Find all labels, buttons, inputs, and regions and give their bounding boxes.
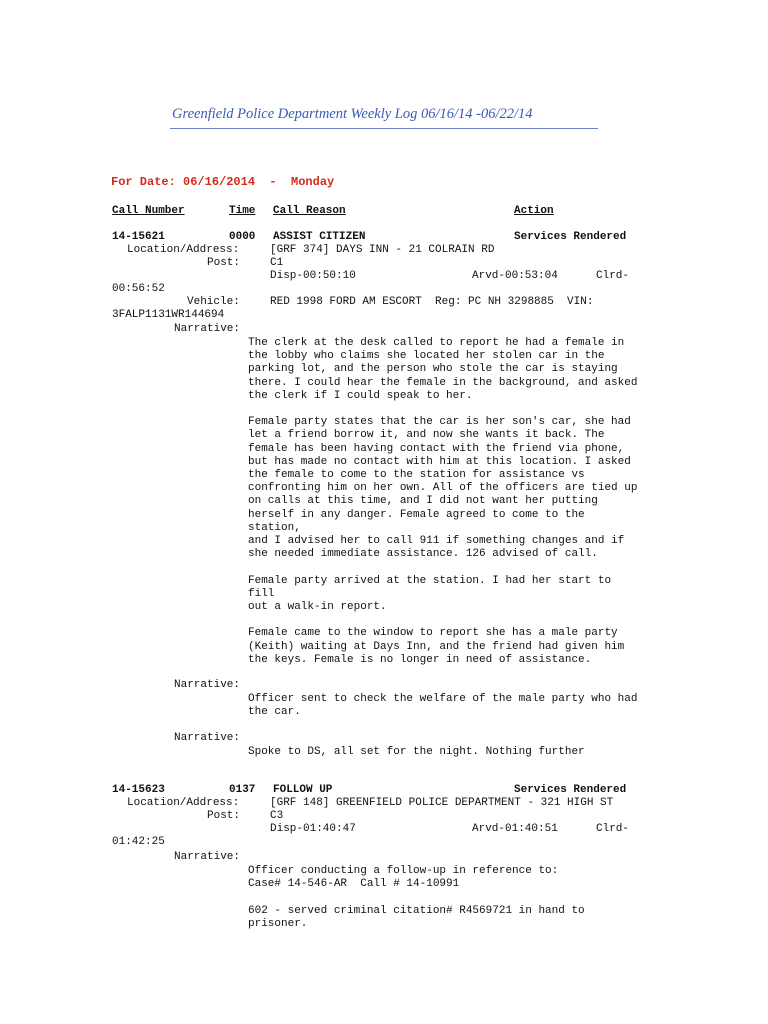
call-time: 0137 bbox=[229, 784, 256, 796]
location-label: Location/Address: bbox=[127, 797, 240, 809]
cleared-label: Clrd- bbox=[596, 823, 630, 835]
call-number: 14-15621 bbox=[112, 231, 165, 243]
arrived-time: Arvd-00:53:04 bbox=[472, 270, 558, 282]
call-action: Services Rendered bbox=[514, 231, 627, 243]
narrative-label: Narrative: bbox=[174, 323, 241, 335]
post-value: C1 bbox=[270, 257, 284, 269]
narrative-text: The clerk at the desk called to report he had a female in the lobby who claims she located her stolen car in the parking lot, and the person who stole the car is staying there. I could hear the female in the background, and asked the clerk if I could speak to her. Female party states that the car is her son's car, she had let a friend borrow it, and now she wants it back. The female has been having contact with the friend via phone, but has made no contact with him at this location. I asked the female to come to the station for assistance vs confronting him on her own. All of the officers are tied up on calls at this time, and I did not want her putting herself in any danger. Female agreed to come to the station, and I advised her to call 911 if something changes and if she needed immediate assistance. 126 advised of call. Female party arrived at the station. I had her start to fill out a walk-in report. Female came to the window to report she has a male party (Keith) waiting at Days Inn, and the friend had given him the keys. Female is no longer in need of assistance. bbox=[248, 337, 638, 666]
cleared-time: 00:56:52 bbox=[112, 283, 165, 295]
location-value: [GRF 148] GREENFIELD POLICE DEPARTMENT - 321 HIGH ST bbox=[270, 797, 614, 809]
call-reason: FOLLOW UP bbox=[273, 784, 333, 796]
date-line: For Date: 06/16/2014 - Monday bbox=[111, 175, 335, 189]
narrative-text: Officer sent to check the welfare of the male party who had the car. bbox=[248, 693, 638, 719]
header-time: Time bbox=[229, 205, 256, 217]
narrative-text: Spoke to DS, all set for the night. Nothing further bbox=[248, 746, 585, 758]
narrative-text: Officer conducting a follow-up in reference to: Case# 14-546-AR Call # 14-10991 602 - served criminal citation# R4569721 in hand to prisoner. bbox=[248, 865, 585, 930]
call-time: 0000 bbox=[229, 231, 256, 243]
post-value: C3 bbox=[270, 810, 284, 822]
dispatch-time: Disp-00:50:10 bbox=[270, 270, 356, 282]
cleared-label: Clrd- bbox=[596, 270, 630, 282]
vehicle-value: RED 1998 FORD AM ESCORT Reg: PC NH 3298885 VIN: bbox=[270, 296, 594, 308]
header-call-reason: Call Reason bbox=[273, 205, 346, 217]
header-call-number: Call Number bbox=[112, 205, 185, 217]
call-number: 14-15623 bbox=[112, 784, 165, 796]
vehicle-label: Vehicle: bbox=[187, 296, 240, 308]
location-value: [GRF 374] DAYS INN - 21 COLRAIN RD bbox=[270, 244, 495, 256]
location-label: Location/Address: bbox=[127, 244, 240, 256]
title-underline bbox=[170, 128, 598, 129]
narrative-label: Narrative: bbox=[174, 679, 241, 691]
post-label: Post: bbox=[207, 257, 241, 269]
narrative-label: Narrative: bbox=[174, 851, 241, 863]
page-title: Greenfield Police Department Weekly Log 06/16/14 -06/22/14 bbox=[172, 106, 533, 122]
post-label: Post: bbox=[207, 810, 241, 822]
header-action: Action bbox=[514, 205, 554, 217]
vin-value: 3FALP1131WR144694 bbox=[112, 309, 225, 321]
call-action: Services Rendered bbox=[514, 784, 627, 796]
call-reason: ASSIST CITIZEN bbox=[273, 231, 366, 243]
dispatch-time: Disp-01:40:47 bbox=[270, 823, 356, 835]
cleared-time: 01:42:25 bbox=[112, 836, 165, 848]
narrative-label: Narrative: bbox=[174, 732, 241, 744]
arrived-time: Arvd-01:40:51 bbox=[472, 823, 558, 835]
